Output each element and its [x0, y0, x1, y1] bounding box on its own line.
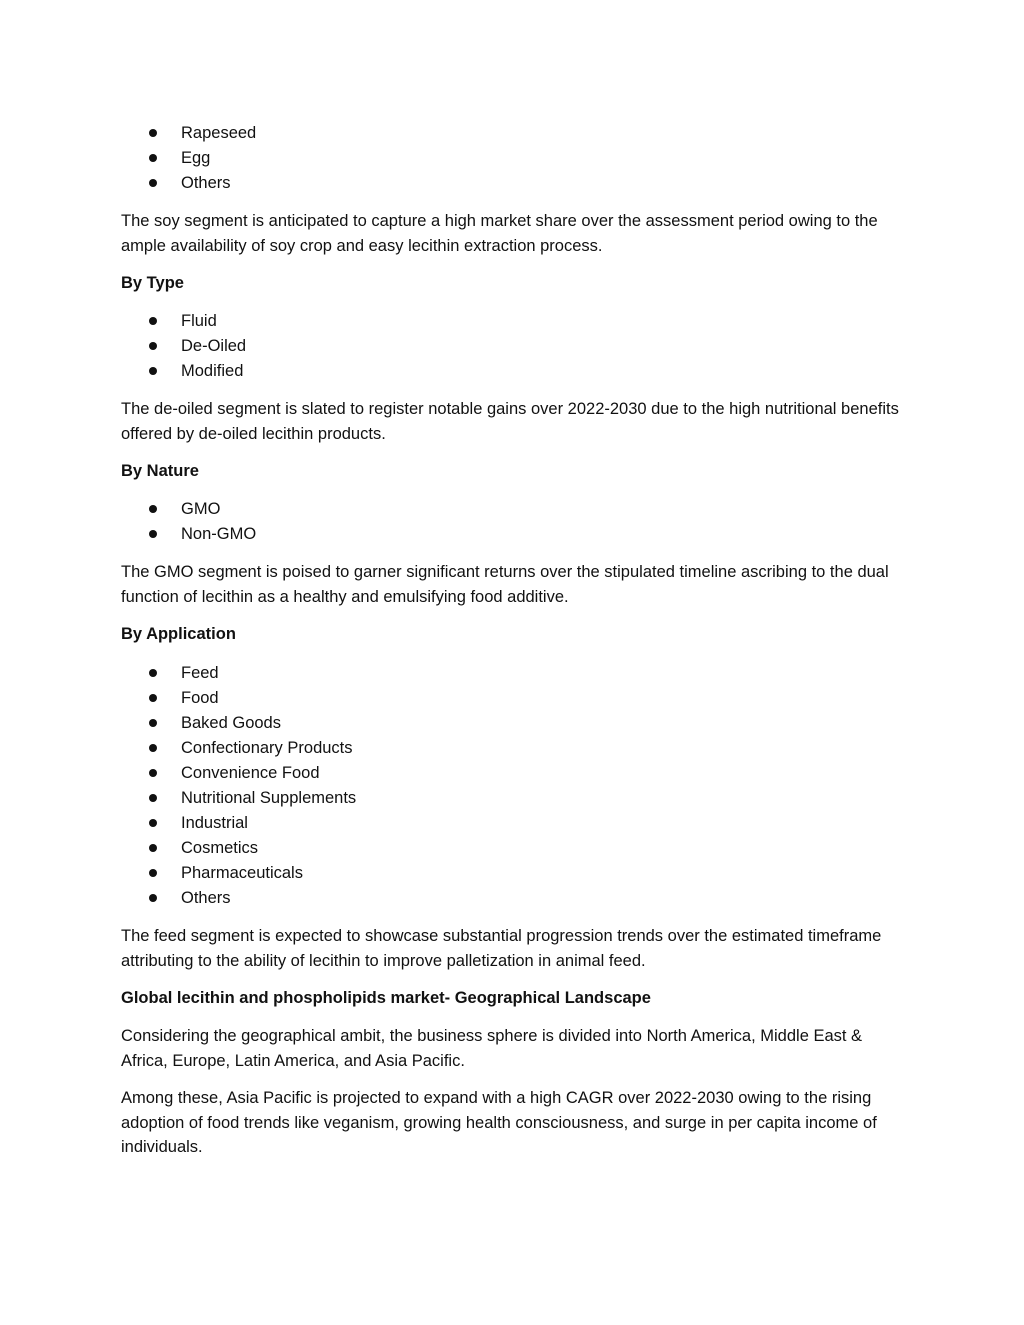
bullet-icon [149, 505, 157, 513]
bullet-icon [149, 769, 157, 777]
application-paragraph: The feed segment is expected to showcase substantial progression trends over the estimated timeframe attributing to the ability of lecithin to improve palletization in animal feed. [121, 927, 882, 970]
bullet-icon [149, 367, 157, 375]
nature-paragraph: The GMO segment is poised to garner significant returns over the stipulated timeline ascribing to the dual function of lecithin as a healthy and emulsifying food additive. [121, 563, 889, 606]
list-item: Others [181, 171, 911, 196]
bullet-icon [149, 694, 157, 702]
list-item: Rapeseed [181, 121, 911, 146]
list-item: Egg [181, 146, 911, 171]
bullet-icon [149, 342, 157, 350]
list-item: Baked Goods [181, 711, 911, 736]
application-list [121, 661, 911, 911]
list-item: Pharmaceuticals [181, 861, 911, 886]
bullet-icon [149, 894, 157, 902]
nature-heading: By Nature [121, 462, 199, 480]
nature-list [121, 497, 911, 547]
list-item: Nutritional Supplements [181, 786, 911, 811]
list-item: Industrial [181, 811, 911, 836]
list-item: Convenience Food [181, 761, 911, 786]
type-list [121, 309, 911, 384]
geo-paragraph-1: Considering the geographical ambit, the business sphere is divided into North America, Middle East & Africa, Europe, Latin America, and Asia Pacific. [121, 1027, 863, 1070]
bullet-icon [149, 669, 157, 677]
list-item: Others [181, 886, 911, 911]
bullet-icon [149, 317, 157, 325]
list-item: GMO [181, 497, 911, 522]
bullet-icon [149, 530, 157, 538]
list-item: Confectionary Products [181, 736, 911, 761]
bullet-icon [149, 819, 157, 827]
bullet-icon [149, 179, 157, 187]
list-item: Food [181, 686, 911, 711]
type-heading: By Type [121, 274, 184, 292]
geo-heading: Global lecithin and phospholipids market- Geographical Landscape [121, 989, 651, 1007]
source-list [121, 121, 911, 196]
list-item: Cosmetics [181, 836, 911, 861]
application-heading: By Application [121, 625, 236, 643]
list-item: Modified [181, 359, 911, 384]
geo-paragraph-2: Among these, Asia Pacific is projected to expand with a high CAGR over 2022-2030 owing to the rising adoption of food trends like veganism, growing health consciousness, and surge in per capita income of individuals. [121, 1089, 877, 1156]
bullet-icon [149, 744, 157, 752]
list-item: Non-GMO [181, 522, 911, 547]
list-item: Feed [181, 661, 911, 686]
document-page [121, 121, 911, 1160]
bullet-icon [149, 154, 157, 162]
list-item: Fluid [181, 309, 911, 334]
bullet-icon [149, 719, 157, 727]
type-paragraph: The de-oiled segment is slated to register notable gains over 2022-2030 due to the high nutritional benefits offered by de-oiled lecithin products. [121, 400, 899, 443]
bullet-icon [149, 129, 157, 137]
source-paragraph: The soy segment is anticipated to capture a high market share over the assessment period owing to the ample availability of soy crop and easy lecithin extraction process. [121, 212, 878, 255]
bullet-icon [149, 794, 157, 802]
list-item: De-Oiled [181, 334, 911, 359]
bullet-icon [149, 869, 157, 877]
bullet-icon [149, 844, 157, 852]
